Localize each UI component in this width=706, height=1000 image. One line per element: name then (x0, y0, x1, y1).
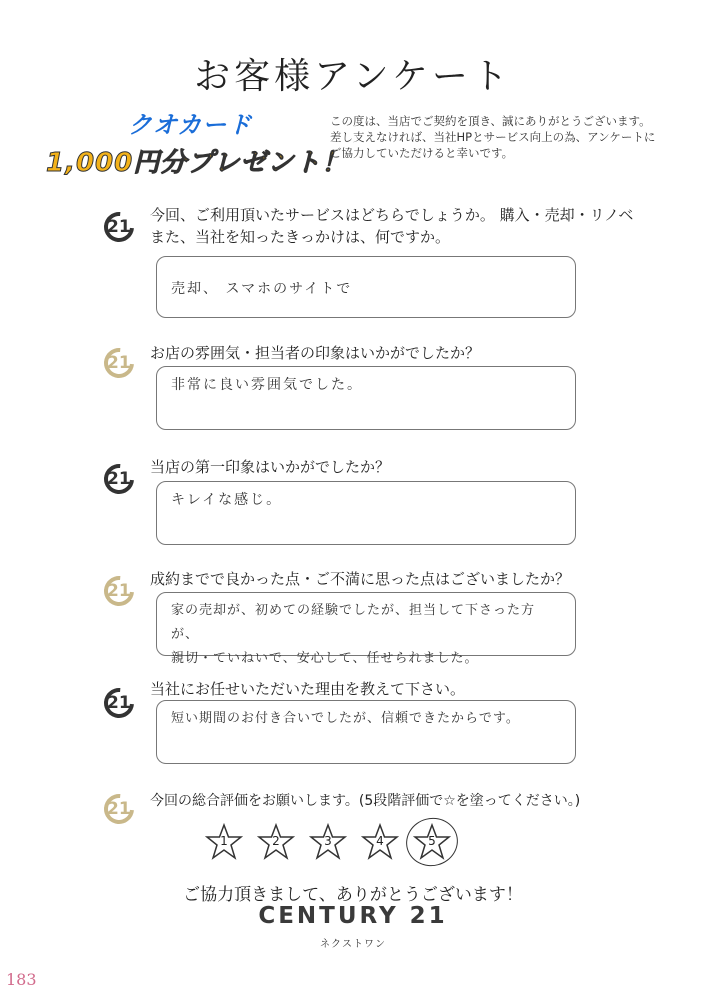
question-2-text: お店の雰囲気・担当者の印象はいかがでしたか？ (150, 344, 481, 362)
promo-subtitle: 1,000円分プレゼント！ (46, 148, 349, 178)
page-number: 183 (6, 970, 37, 989)
intro-line: 差し支えなければ、当社HPとサービス向上の為、アンケートに (330, 130, 656, 144)
century21-logo-icon: 21 (98, 682, 140, 724)
century21-logo-icon: 21 (98, 206, 140, 248)
answer-3-box[interactable] (156, 481, 576, 545)
answer-line: キレイな感じ。 (171, 492, 283, 508)
answer-1-box[interactable] (156, 256, 576, 318)
answer-line: 売却、 スマホのサイトで (171, 281, 353, 297)
century21-logo-icon: 21 (98, 458, 140, 500)
answer-line: 親切・ていねいで、安心して、任せられました。 (171, 651, 479, 666)
answer-line: 非常に良い雰囲気でした。 (171, 377, 363, 393)
answer-line: 家の売却が、初めての経験でしたが、担当して下さった方が、 (171, 603, 536, 642)
question-6-text: 今回の総合評価をお願いします。(5段階評価で☆を塗ってください。) (150, 793, 581, 809)
star-1-icon[interactable]: 1 (204, 822, 244, 862)
answer-line: 短い期間のお付き合いでしたが、信頼できたからです。 (171, 711, 520, 726)
question-line: 今回、ご利用頂いたサービスはどちらでしょうか。 購入・売却・リノベ (150, 206, 634, 224)
page-title: お客様アンケート (194, 56, 512, 97)
question-1-text (150, 204, 633, 248)
intro-text (330, 113, 700, 161)
star-5-icon[interactable]: 5 (412, 822, 452, 862)
promo-title: クオカード (128, 111, 253, 139)
question-line: また、当社を知ったきっかけは、何ですか。 (150, 228, 451, 246)
brand-subtitle: ネクストワン (320, 939, 386, 950)
answer-5-box[interactable] (156, 700, 576, 764)
star-4-icon[interactable]: 4 (360, 822, 400, 862)
century21-logo-icon: 21 (98, 570, 140, 612)
brand-logo: CENTURY 21 (258, 903, 448, 929)
question-4-text: 成約までで良かった点・ご不満に思った点はございましたか？ (150, 570, 571, 588)
answer-2-box[interactable] (156, 366, 576, 430)
century21-logo-icon: 21 (98, 342, 140, 384)
question-5-text: 当社にお任せいただいた理由を教えて下さい。 (150, 680, 466, 698)
rating-stars (198, 818, 458, 868)
thanks-message: ご協力頂きまして、ありがとうございます！ (183, 885, 523, 905)
answer-4-box[interactable] (156, 592, 576, 666)
intro-line: ご協力していただけると幸いです。 (330, 146, 514, 160)
star-3-icon[interactable]: 3 (308, 822, 348, 862)
question-3-text: 当店の第一印象はいかがでしたか？ (150, 458, 391, 476)
century21-logo-icon: 21 (98, 788, 140, 830)
intro-line: この度は、当店でご契約を頂き、誠にありがとうございます。 (330, 114, 651, 128)
star-2-icon[interactable]: 2 (256, 822, 296, 862)
